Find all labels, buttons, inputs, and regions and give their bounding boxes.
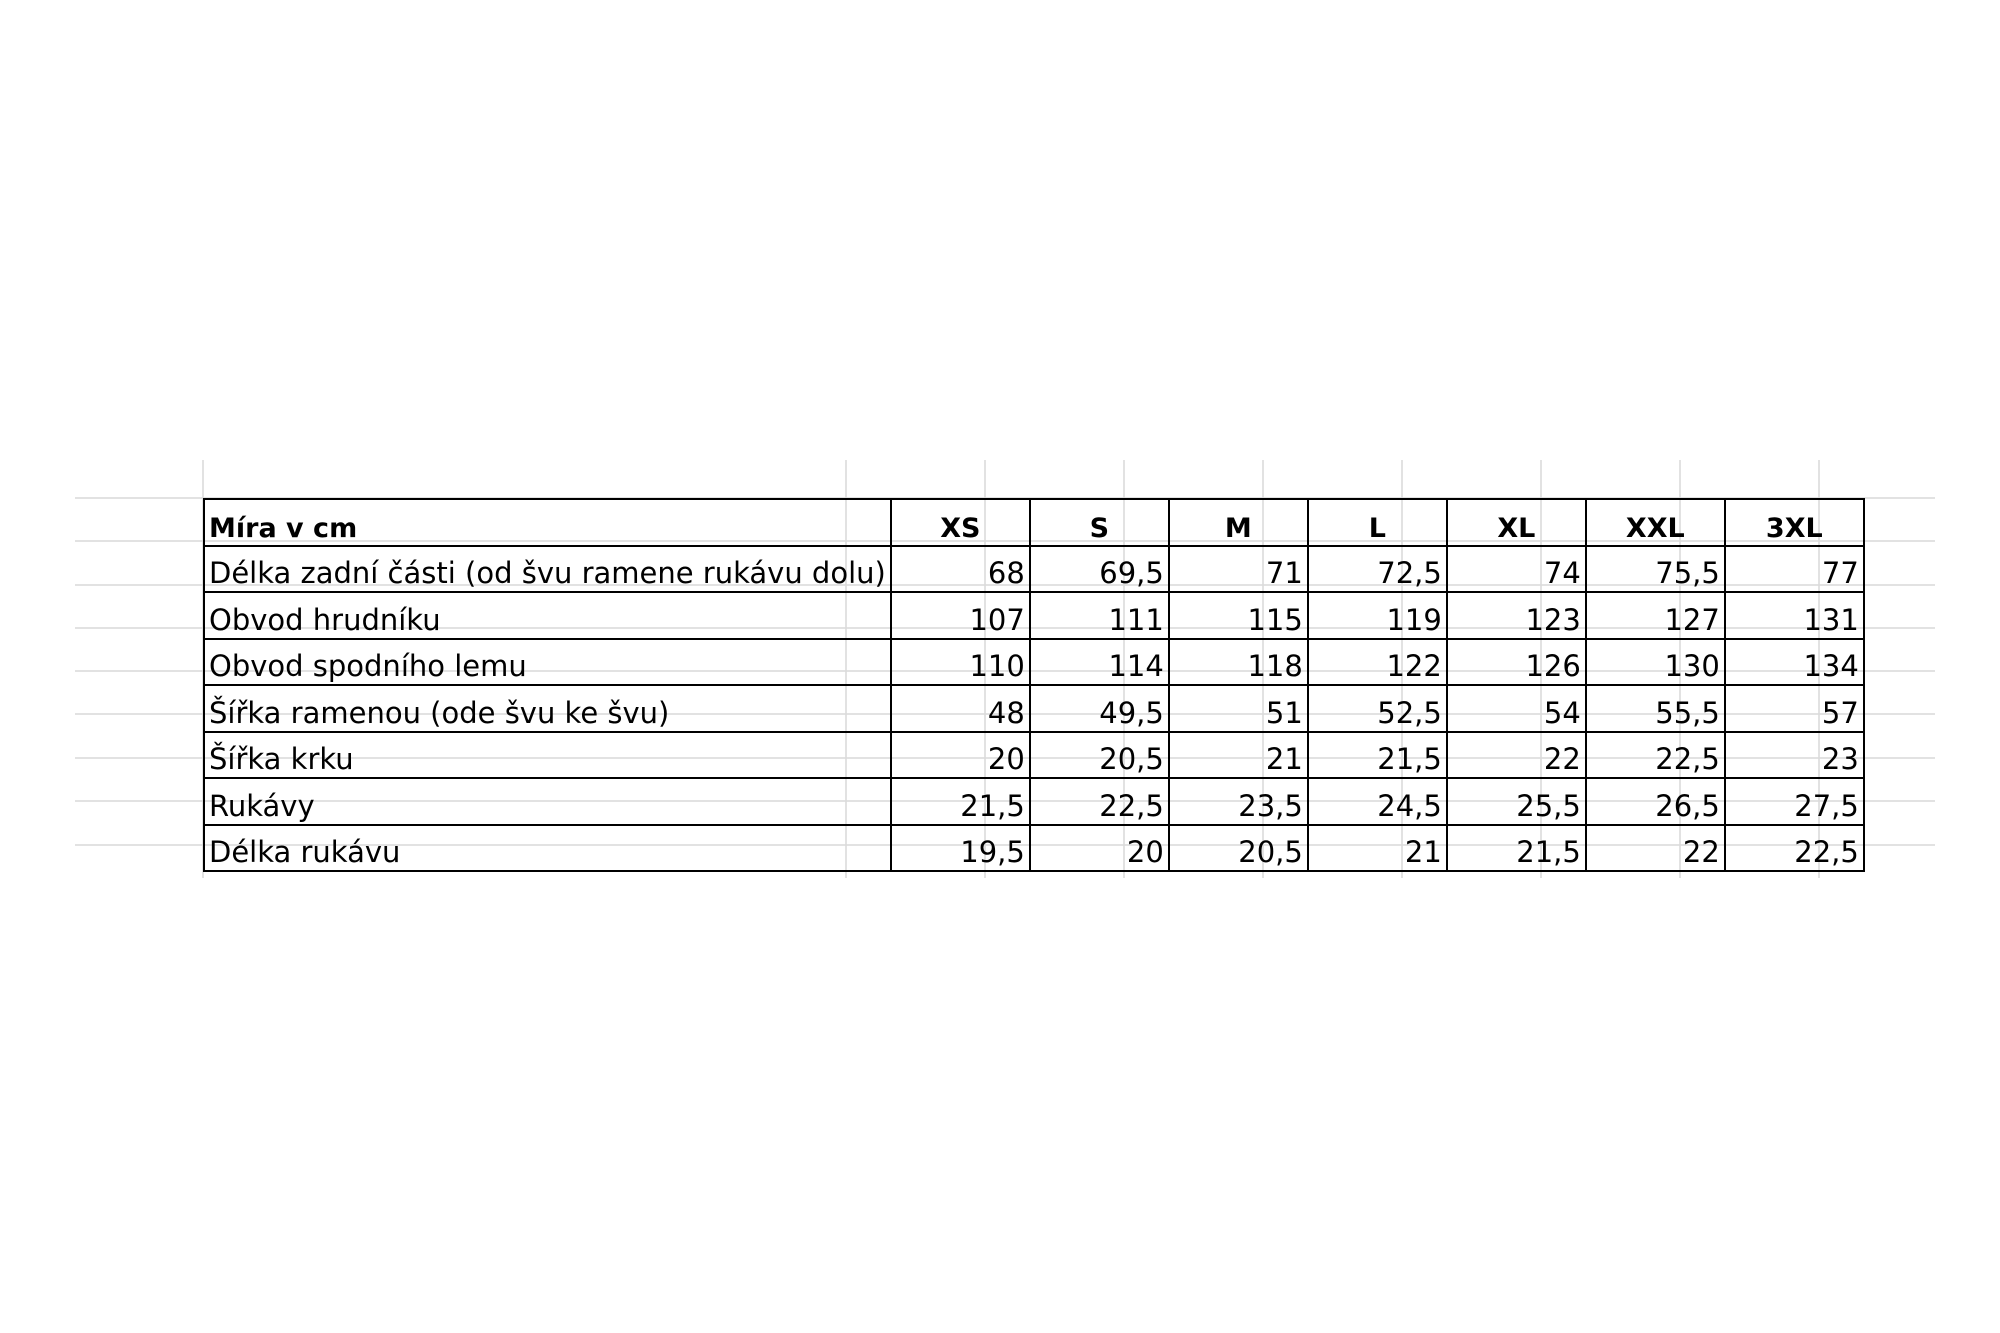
row-label: Rukávy — [204, 778, 891, 825]
value-cell: 74 — [1447, 546, 1586, 593]
value-cell: 20,5 — [1169, 825, 1308, 872]
size-header-s: S — [1030, 499, 1169, 546]
value-cell: 75,5 — [1586, 546, 1725, 593]
row-label: Šířka ramenou (ode švu ke švu) — [204, 685, 891, 732]
value-cell: 69,5 — [1030, 546, 1169, 593]
table-row — [204, 825, 1864, 872]
row-label: Obvod hrudníku — [204, 592, 891, 639]
value-cell: 23,5 — [1169, 778, 1308, 825]
value-cell: 111 — [1030, 592, 1169, 639]
value-cell: 21,5 — [1308, 732, 1447, 779]
size-header-xl: XL — [1447, 499, 1586, 546]
size-header-xs: XS — [891, 499, 1030, 546]
value-cell: 71 — [1169, 546, 1308, 593]
value-cell: 22,5 — [1586, 732, 1725, 779]
value-cell: 21 — [1308, 825, 1447, 872]
value-cell: 131 — [1725, 592, 1864, 639]
value-cell: 119 — [1308, 592, 1447, 639]
value-cell: 20,5 — [1030, 732, 1169, 779]
value-cell: 22 — [1586, 825, 1725, 872]
size-header-l: L — [1308, 499, 1447, 546]
value-cell: 68 — [891, 546, 1030, 593]
table-row — [204, 778, 1864, 825]
value-cell: 49,5 — [1030, 685, 1169, 732]
value-cell: 72,5 — [1308, 546, 1447, 593]
value-cell: 51 — [1169, 685, 1308, 732]
value-cell: 19,5 — [891, 825, 1030, 872]
value-cell: 114 — [1030, 639, 1169, 686]
value-cell: 48 — [891, 685, 1030, 732]
row-label: Délka rukávu — [204, 825, 891, 872]
value-cell: 107 — [891, 592, 1030, 639]
value-cell: 22 — [1447, 732, 1586, 779]
value-cell: 126 — [1447, 639, 1586, 686]
value-cell: 57 — [1725, 685, 1864, 732]
value-cell: 130 — [1586, 639, 1725, 686]
value-cell: 25,5 — [1447, 778, 1586, 825]
value-cell: 26,5 — [1586, 778, 1725, 825]
size-header-xxl: XXL — [1586, 499, 1725, 546]
value-cell: 24,5 — [1308, 778, 1447, 825]
header-label-cell: Míra v cm — [204, 499, 891, 546]
value-cell: 22,5 — [1030, 778, 1169, 825]
value-cell: 22,5 — [1725, 825, 1864, 872]
value-cell: 21,5 — [1447, 825, 1586, 872]
header-row — [204, 499, 1864, 546]
row-label: Šířka krku — [204, 732, 891, 779]
value-cell: 55,5 — [1586, 685, 1725, 732]
value-cell: 52,5 — [1308, 685, 1447, 732]
size-header-m: M — [1169, 499, 1308, 546]
table-row — [204, 732, 1864, 779]
value-cell: 115 — [1169, 592, 1308, 639]
size-header-3xl: 3XL — [1725, 499, 1864, 546]
table-row — [204, 685, 1864, 732]
size-chart-table — [203, 498, 1865, 872]
table-row — [204, 592, 1864, 639]
value-cell: 21,5 — [891, 778, 1030, 825]
value-cell: 110 — [891, 639, 1030, 686]
value-cell: 127 — [1586, 592, 1725, 639]
value-cell: 27,5 — [1725, 778, 1864, 825]
value-cell: 122 — [1308, 639, 1447, 686]
value-cell: 20 — [1030, 825, 1169, 872]
table-row — [204, 639, 1864, 686]
value-cell: 21 — [1169, 732, 1308, 779]
value-cell: 123 — [1447, 592, 1586, 639]
value-cell: 23 — [1725, 732, 1864, 779]
value-cell: 54 — [1447, 685, 1586, 732]
value-cell: 134 — [1725, 639, 1864, 686]
value-cell: 118 — [1169, 639, 1308, 686]
value-cell: 77 — [1725, 546, 1864, 593]
table-row — [204, 546, 1864, 593]
row-label: Obvod spodního lemu — [204, 639, 891, 686]
row-label: Délka zadní části (od švu ramene rukávu dolu) — [204, 546, 891, 593]
value-cell: 20 — [891, 732, 1030, 779]
